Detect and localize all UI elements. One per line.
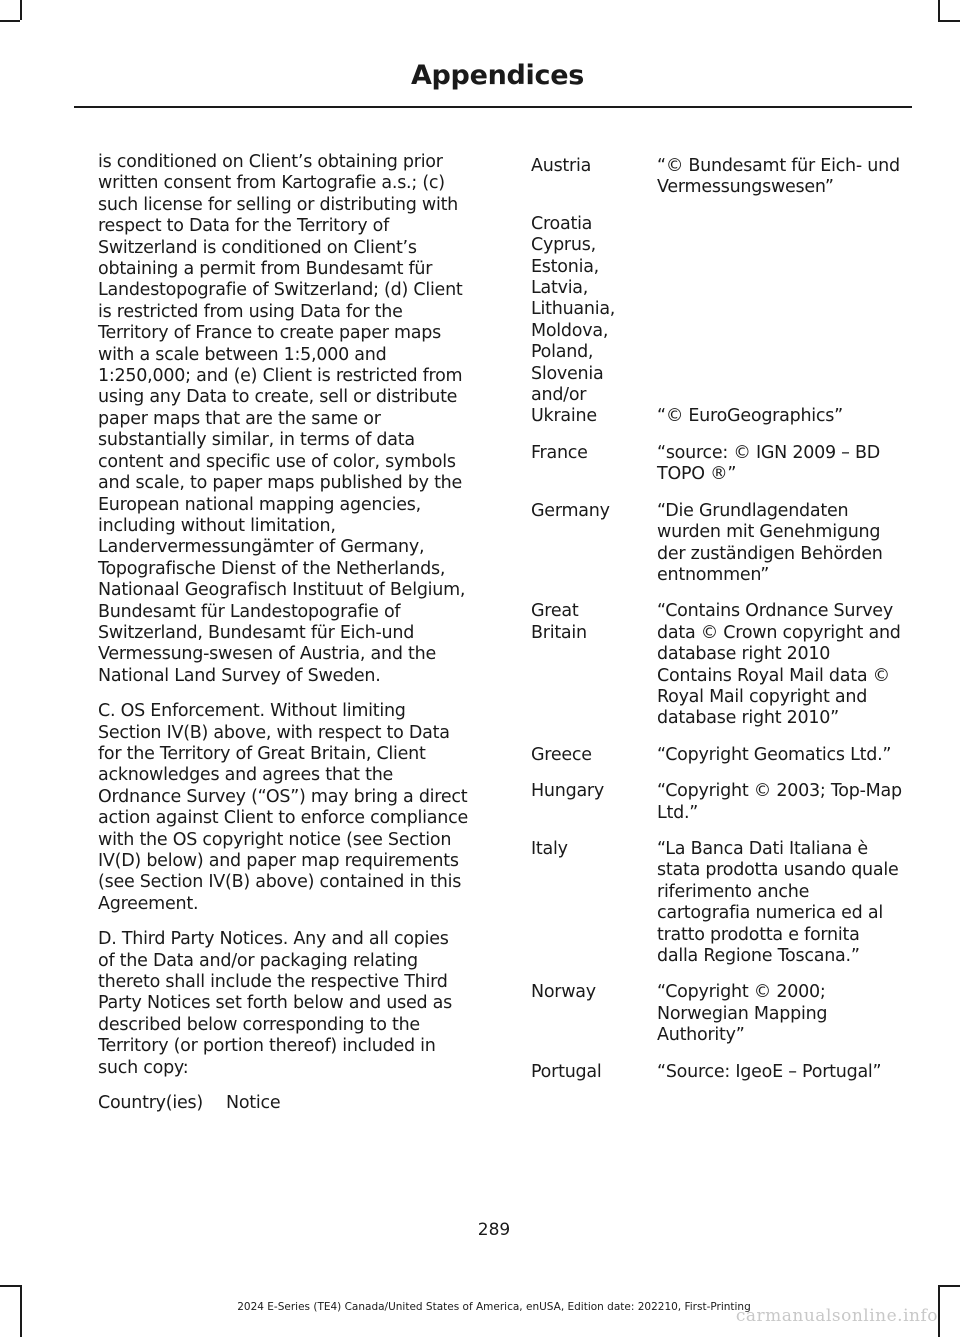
table-row (531, 745, 903, 766)
country-cell: Portugal (531, 1061, 602, 1082)
notices-table (531, 156, 903, 1098)
notice-cell: “Copyright © 2003; Top-Map Ltd.” (657, 781, 902, 823)
crop-mark-bottom-left (0, 1285, 20, 1287)
notice-cell: “Source: IgeoE – Portugal” (657, 1061, 882, 1082)
crop-mark-top-right (938, 20, 960, 22)
country-cell: Greece (531, 744, 592, 765)
left-column (98, 152, 468, 1114)
paragraph-license-restrictions: is conditioned on Client’s obtaining prior written consent from Kartografie a.s.; (c) such license for selling or distributing with respect to Data for the Territory of Switzerland is conditioned on Client’s obtaining a permit from Bundesamt für Landestopografie of Switzerland; (d) Client is restricted from using Data for the Territory of France to create paper maps with a scale between 1:5,000 and 1:250,000; and (e) Client is restricted from using any Data to create, sell or distribute paper maps that are the same or substantially similar, in terms of data content and specific use of color, symbols and scale, to paper maps published by the European national mapping agencies, including without limitation, Landervermessungämter of Germany, Topografische Dienst of the Netherlands, Nationaal Geografisch Instituut of Belgium, Bundesamt für Landestopografie of Switzerland, Bundesamt für Eich-und Vermessung-swesen of Austria, and the National Land Survey of Sweden. (98, 152, 466, 686)
table-row (531, 982, 903, 1046)
country-cell: Austria (531, 156, 592, 176)
notice-cell: “source: © IGN 2009 – BD TOPO ®” (657, 442, 880, 485)
table-row (531, 781, 903, 824)
country-cell: Italy (531, 838, 568, 859)
crop-mark-bottom-right (938, 1285, 960, 1287)
header-divider (74, 106, 912, 108)
crop-mark-top-left (0, 20, 20, 22)
notice-cell: “Contains Ordnance Survey data © Crown copyright and database right 2010 Contains Royal Mail data © Royal Mail copyright and database right 2010” (657, 601, 901, 729)
table-row (531, 501, 903, 587)
notice-cell: “Copyright © 2000; Norwegian Mapping Authority” (657, 982, 828, 1046)
country-cell: Norway (531, 982, 596, 1003)
table-row (531, 1062, 903, 1083)
table-row (531, 839, 903, 967)
header-notice: Notice (226, 1093, 281, 1114)
notice-cell: “Die Grundlagendaten wurden mit Genehmigung der zuständigen Behörden entnommen” (657, 500, 883, 585)
watermark: carmanualsonline.info (735, 1306, 938, 1326)
notice-cell: “© Bundesamt für Eich- und Vermessungswesen” (657, 156, 900, 198)
country-cell: Germany (531, 500, 610, 521)
paragraph-third-party-notices: D. Third Party Notices. Any and all copies of the Data and/or packaging relating thereto shall include the respective Third Party Notices set forth below and used as described below corresponding to the Territory (or portion thereof) included in such copy: (98, 929, 452, 1078)
table-row (531, 443, 903, 486)
table-row (531, 214, 903, 428)
country-cell: Great Britain (531, 601, 587, 643)
paragraph-os-enforcement: C. OS Enforcement. Without limiting Section IV(B) above, with respect to Data for the Territory of Great Britain, Client acknowledges and agrees that the Ordnance Survey (“OS”) may bring a direct action against Client to enforce compliance with the OS copyright notice (see Section IV(D) below) and paper map requirements (see Section IV(B) above) contained in this Agreement. (98, 701, 468, 914)
country-cell: Hungary (531, 781, 604, 802)
country-cell: Croatia Cyprus, Estonia, Latvia, Lithuania, Moldova, Poland, Slovenia and/or Ukraine (531, 213, 616, 427)
table-row (531, 156, 903, 199)
crop-mark-top-left (20, 0, 22, 20)
country-cell: France (531, 442, 588, 463)
crop-mark-top-right (938, 0, 940, 20)
header-country: Country(ies) (98, 1093, 203, 1114)
notice-cell: “La Banca Dati Italiana è stata prodotta usando quale riferimento anche cartografia numerica ed al tratto prodotta e fornita dalla Regione Toscana.” (657, 838, 899, 966)
page-title: Appendices (410, 60, 584, 91)
page-number: 289 (477, 1220, 511, 1240)
footer-edition-info: 2024 E-Series (TE4) Canada/United States of America, enUSA, Edition date: 202210, First-Printing (237, 1301, 751, 1313)
notice-cell: “Copyright Geomatics Ltd.” (657, 744, 892, 765)
table-row (531, 601, 903, 729)
notice-cell: “© EuroGeographics” (657, 406, 843, 427)
notices-table-header (98, 1093, 468, 1114)
